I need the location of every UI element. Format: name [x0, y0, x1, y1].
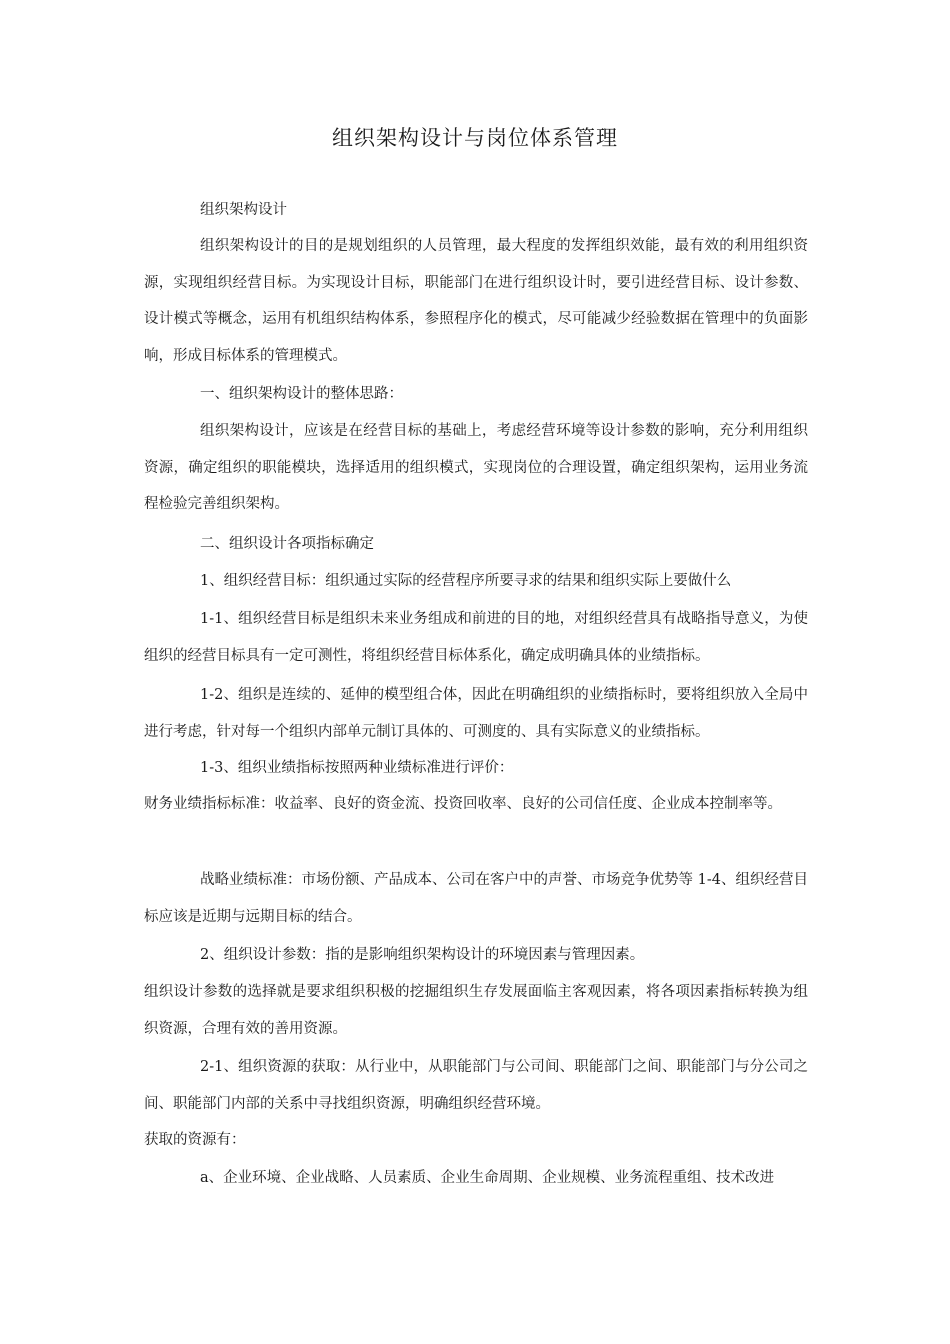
- paragraph: 1-3、组织业绩指标按照两种业绩标准进行评价：: [200, 760, 514, 776]
- paragraph: 组织架构设计的目的是规划组织的人员管理，最大程度的发挥组织效能，最有效的利用组织资源，实现组织经营目标。为实现设计目标，职能部门在进行组织设计时，要引进经营目标、设计参数、设计模式等概念，运用有机组织结构体系，参照程序化的模式，尽可能减少经验数据在管理中的负面影响，形成目标体系的管理模式。: [144, 238, 808, 364]
- paragraph: 获取的资源有：: [144, 1132, 246, 1148]
- paragraph: 1-2、组织是连续的、延伸的模型组合体，因此在明确组织的业绩指标时，要将组织放入全局中进行考虑，针对每一个组织内部单元制订具体的、可测度的、具有实际意义的业绩指标。: [144, 687, 808, 740]
- paragraph: a、企业环境、企业战略、人员素质、企业生命周期、企业规模、业务流程重组、技术改进: [200, 1170, 775, 1186]
- paragraph: 财务业绩指标标准：收益率、良好的资金流、投资回收率、良好的公司信任度、企业成本控制率等。: [144, 796, 782, 812]
- section-heading: 组织架构设计: [200, 202, 287, 218]
- section-heading: 二、组织设计各项指标确定: [200, 536, 374, 552]
- paragraph: 组织架构设计，应该是在经营目标的基础上，考虑经营环境等设计参数的影响，充分利用组织资源，确定组织的职能模块，选择适用的组织模式，实现岗位的合理设置，确定组织架构，运用业务流程检验完善组织架构。: [144, 423, 808, 512]
- page-title: 组织架构设计与岗位体系管理: [332, 126, 618, 150]
- paragraph: 战略业绩标准：市场份额、产品成本、公司在客户中的声誉、市场竞争优势等 1-4、组织经营目标应该是近期与远期目标的结合。: [144, 872, 808, 925]
- paragraph: 1-1、组织经营目标是组织未来业务组成和前进的目的地，对组织经营具有战略指导意义，为使组织的经营目标具有一定可测性，将组织经营目标体系化，确定成明确具体的业绩指标。: [144, 611, 808, 664]
- paragraph: 2-1、组织资源的获取：从行业中，从职能部门与公司间、职能部门之间、职能部门与分公司之间、职能部门内部的关系中寻找组织资源，明确组织经营环境。: [144, 1059, 808, 1112]
- paragraph: 组织设计参数的选择就是要求组织积极的挖掘组织生存发展面临主客观因素，将各项因素指标转换为组织资源，合理有效的善用资源。: [144, 984, 808, 1037]
- paragraph: 1、组织经营目标：组织通过实际的经营程序所要寻求的结果和组织实际上要做什么: [200, 573, 732, 589]
- paragraph: 2、组织设计参数：指的是影响组织架构设计的环境因素与管理因素。: [200, 947, 645, 963]
- section-heading: 一、组织架构设计的整体思路：: [200, 386, 403, 402]
